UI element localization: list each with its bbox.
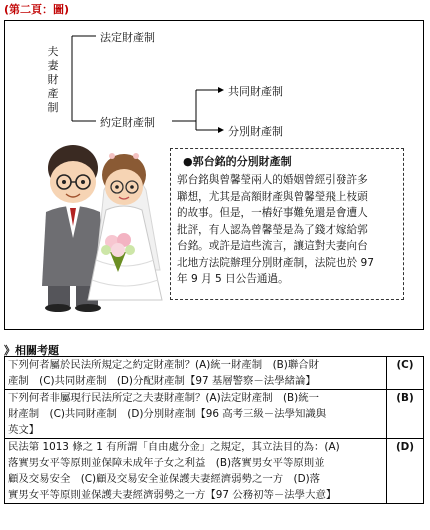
- note-line: 郭台銘與曾馨瑩兩人的婚姻曾經引發許多: [177, 174, 368, 186]
- question-line: 財產制 (C)共同財產制 (D)分別財產制【96 高考三級－法學知識與: [8, 408, 327, 420]
- branch-agreed-label: 約定財產制: [100, 116, 155, 129]
- note-line: 批評，有人認為曾馨瑩是為了錢才嫁給郭: [177, 223, 368, 236]
- note-line: 的故事。但是，一樁好事難免還是會遭人: [177, 207, 368, 219]
- question-line: 下列何者非屬現行民法所定之夫妻財產制？(A)法定財產制 (B)統一: [8, 392, 319, 404]
- answer-cell: (D): [387, 439, 424, 504]
- sub-separate-label: 分別財產制: [228, 125, 283, 138]
- question-line: 民法第 1013 條之 1 有所謂「自由處分金」之規定，其立法目的為：(A): [8, 441, 340, 453]
- answer-cell: (B): [387, 390, 424, 439]
- question-line: 顧及交易安全 (C)顧及交易安全並保護夫妻經濟弱勢之一方 (D)落: [8, 473, 321, 485]
- note-line: 年 9 月 5 日公告通過。: [177, 273, 289, 285]
- question-line: 落實男女平等原則並保障未成年子女之利益 (B)落實男女平等原則並: [8, 457, 325, 469]
- question-line: 下列何者屬於民法所規定之約定財產制？(A)統一財產制 (B)聯合財: [8, 359, 319, 371]
- question-cell: [5, 390, 387, 439]
- note-body: [177, 172, 397, 288]
- table-row: [5, 439, 424, 504]
- table-row: [5, 357, 424, 390]
- section-title: 》相關考題: [4, 344, 59, 357]
- note-line: 北地方法院辦理分別財產制，法院也於 97: [177, 256, 374, 269]
- answer-cell: (C): [387, 357, 424, 390]
- question-cell: [5, 439, 387, 504]
- question-line: 實男女平等原則並保護夫妻經濟弱勢之一方【97 公務初等－法學大意】: [8, 489, 337, 501]
- table-row: [5, 390, 424, 439]
- question-line: 英文】: [8, 424, 40, 436]
- sub-common-label: 共同財產制: [228, 85, 283, 98]
- branch-legal-label: 法定財產制: [100, 31, 155, 44]
- note-line: 聯想，尤其是高額財產與曾馨瑩飛上枝頭: [177, 190, 368, 203]
- note-box: [170, 148, 404, 300]
- question-line: 產制 (C)共同財產制 (D)分配財產制【97 基層警察－法學緒論】: [8, 375, 316, 387]
- question-cell: [5, 357, 387, 390]
- exam-questions-table: [4, 356, 424, 504]
- root-label: 夫妻財產制: [47, 45, 59, 114]
- note-line: 台銘。或許是這些流言，讓這對夫妻向台: [177, 240, 368, 252]
- note-title: ●郭台銘的分別財產制: [183, 155, 292, 168]
- page-label: (第二頁：圖): [4, 3, 70, 16]
